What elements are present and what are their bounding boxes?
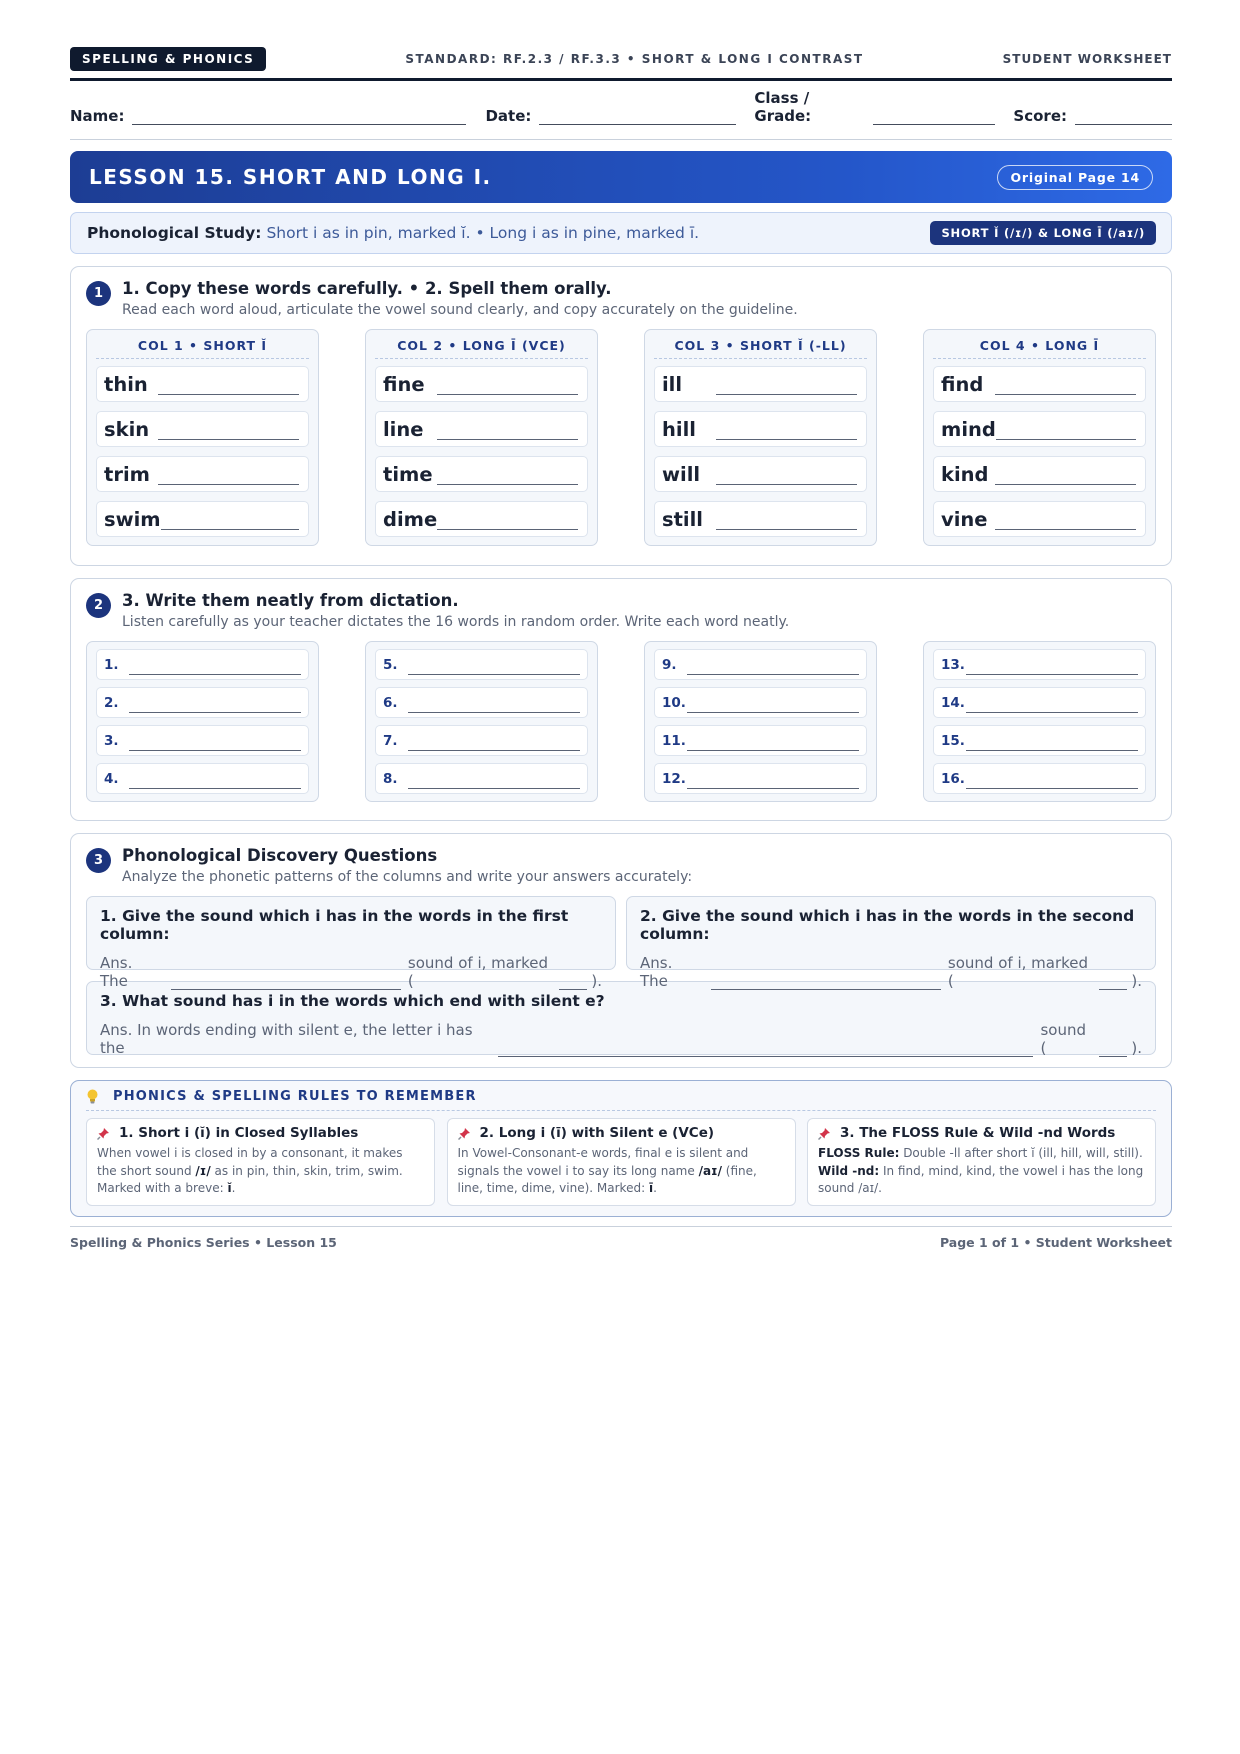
section-2-header <box>86 591 1156 630</box>
dictation-row[interactable] <box>96 649 309 680</box>
question-text: 2. Give the sound which i has in the words in the second column: <box>640 907 1135 943</box>
word: fine <box>383 372 425 396</box>
pushpin-icon <box>458 1127 471 1140</box>
copy-line[interactable] <box>437 383 578 395</box>
info-divider <box>70 139 1172 140</box>
dictation-group <box>86 641 319 802</box>
answer-line[interactable] <box>171 978 401 990</box>
dictation-row[interactable] <box>654 687 867 718</box>
brand-badge: SPELLING & PHONICS <box>70 47 266 71</box>
name-field[interactable] <box>70 107 466 125</box>
word: kind <box>941 462 989 486</box>
worksheet-page <box>70 46 1172 1250</box>
question-box <box>86 981 1156 1055</box>
section-number: 1 <box>86 281 111 306</box>
answer-close: ). <box>1131 1039 1142 1057</box>
dictation-group <box>365 641 598 802</box>
footer-left: Spelling & Phonics Series • Lesson 15 <box>70 1235 337 1250</box>
rule-title: 2. Long i (ī) with Silent e (VCe) <box>479 1125 715 1141</box>
phonological-study-label: Phonological Study: <box>87 224 262 242</box>
dictation-row[interactable] <box>96 763 309 794</box>
class-label: Class / Grade: <box>754 89 812 125</box>
mark-blank[interactable] <box>1099 1045 1127 1057</box>
ipa-badge: SHORT Ĭ (/ɪ/) & LONG Ī (/aɪ/) <box>930 221 1156 245</box>
word-row[interactable] <box>933 456 1146 492</box>
word: ill <box>662 372 683 396</box>
rule-card <box>807 1118 1156 1206</box>
dictation-number: 9. <box>662 656 677 673</box>
answer-suffix: sound ( <box>1040 1021 1087 1057</box>
answer-suffix: sound of i, marked ( <box>407 954 549 990</box>
dictation-line[interactable] <box>966 739 1138 751</box>
phonological-study-text <box>87 224 699 242</box>
dictation-group <box>644 641 877 802</box>
dictation-number: 5. <box>383 656 398 673</box>
answer-close: ). <box>1131 972 1143 990</box>
top-bar <box>70 46 1172 72</box>
standard-label: STANDARD: RF.2.3 / RF.3.3 • SHORT & LONG I CONTRAST <box>405 52 864 66</box>
word: thin <box>104 372 148 396</box>
score-field[interactable] <box>1013 107 1172 125</box>
student-info-row <box>70 89 1172 125</box>
question-box <box>86 896 616 990</box>
dictation-number: 13. <box>941 656 965 673</box>
section-subtitle: Analyze the phonetic patterns of the columns and write your answers accurately: <box>122 869 693 885</box>
dictation-row[interactable] <box>654 649 867 680</box>
section-title: Phonological Discovery Questions <box>122 846 438 865</box>
rule-text: When vowel i is closed in by a consonant, it makes the short sound /ɪ/ as in pin, thin, skin, trim, swim. Marked with a breve: ĭ. <box>97 1146 403 1195</box>
phonological-study <box>70 212 1172 254</box>
dictation-number: 12. <box>662 770 686 787</box>
answer-prefix: Ans. The <box>640 954 673 990</box>
word-row[interactable] <box>96 366 309 402</box>
dictation-number: 2. <box>104 694 119 711</box>
phonological-study-description: Short i as in pin, marked ĭ. • Long i as in pine, marked ī. <box>266 224 700 242</box>
word-row[interactable] <box>96 411 309 447</box>
word: will <box>662 462 701 486</box>
dictation-line[interactable] <box>408 663 580 675</box>
name-label: Name: <box>70 107 125 125</box>
word-row[interactable] <box>654 456 867 492</box>
word-columns <box>86 329 1156 546</box>
rule-card <box>447 1118 796 1206</box>
word: vine <box>941 507 988 531</box>
answer-close: ). <box>591 972 603 990</box>
rule-title: 3. The FLOSS Rule & Wild -nd Words <box>840 1125 1116 1141</box>
dictation-row[interactable] <box>96 687 309 718</box>
copy-line[interactable] <box>161 518 299 530</box>
rule-text: In Vowel-Consonant-e words, final e is silent and signals the vowel i to say its long name /aɪ/ (fine, line, time, dime, vine). Marked: ī. <box>457 1146 757 1195</box>
dictation-number: 15. <box>941 732 965 749</box>
dictation-row[interactable] <box>375 687 588 718</box>
rule-text: FLOSS Rule: Double -ll after short ĭ (ill, hill, will, still). Wild -nd: In find, mind, kind, the vowel i has the long sound /aɪ/. <box>818 1146 1144 1195</box>
word: skin <box>104 417 150 441</box>
word: hill <box>662 417 696 441</box>
date-field[interactable] <box>485 107 736 125</box>
mark-blank[interactable] <box>559 978 587 990</box>
dictation-group <box>923 641 1156 802</box>
word: mind <box>941 417 996 441</box>
dictation-number: 3. <box>104 732 119 749</box>
copy-line[interactable] <box>995 518 1136 530</box>
dictation-number: 6. <box>383 694 398 711</box>
dictation-groups <box>86 641 1156 802</box>
date-label: Date: <box>485 107 532 125</box>
page-footer <box>70 1226 1172 1250</box>
pushpin-icon <box>97 1127 110 1140</box>
section-copy-words <box>70 266 1172 566</box>
word: line <box>383 417 424 441</box>
original-page-badge: Original Page 14 <box>997 165 1153 190</box>
dictation-line[interactable] <box>129 701 301 713</box>
dictation-row[interactable] <box>933 649 1146 680</box>
question-text: 1. Give the sound which i has in the words in the first column: <box>100 907 569 943</box>
dictation-row[interactable] <box>933 763 1146 794</box>
lightbulb-icon <box>86 1089 99 1104</box>
dictation-row[interactable] <box>933 725 1146 756</box>
dictation-row[interactable] <box>96 725 309 756</box>
dictation-line[interactable] <box>408 701 580 713</box>
word-column <box>923 329 1156 546</box>
column-header: COL 2 • LONG Ī (VCE) <box>375 336 588 359</box>
copy-line[interactable] <box>437 518 578 530</box>
class-field[interactable] <box>754 89 995 125</box>
word-row[interactable] <box>933 411 1146 447</box>
copy-line[interactable] <box>995 383 1136 395</box>
copy-line[interactable] <box>716 518 857 530</box>
word-row[interactable] <box>375 411 588 447</box>
answer-suffix: sound of i, marked ( <box>947 954 1089 990</box>
name-line[interactable] <box>132 111 466 125</box>
doc-type-label: STUDENT WORKSHEET <box>1002 52 1172 66</box>
dictation-row[interactable] <box>375 725 588 756</box>
word-row[interactable] <box>375 456 588 492</box>
dictation-line[interactable] <box>687 739 859 751</box>
mark-blank[interactable] <box>1099 978 1127 990</box>
column-header: COL 4 • LONG Ī <box>933 336 1146 359</box>
word: find <box>941 372 984 396</box>
rule-card <box>86 1118 435 1206</box>
section-number: 3 <box>86 848 111 873</box>
question-text: 3. What sound has i in the words which end with silent e? <box>100 992 605 1010</box>
section-1-header <box>86 279 1156 318</box>
lesson-title: LESSON 15. SHORT AND LONG I. <box>89 165 492 189</box>
dictation-row[interactable] <box>654 725 867 756</box>
copy-line[interactable] <box>716 428 857 440</box>
word-row[interactable] <box>96 501 309 537</box>
word-row[interactable] <box>654 501 867 537</box>
dictation-row[interactable] <box>375 649 588 680</box>
answer-row <box>640 954 1142 990</box>
dictation-line[interactable] <box>966 701 1138 713</box>
answer-prefix: Ans. In words ending with silent e, the letter i has the <box>100 1021 473 1057</box>
copy-line[interactable] <box>996 428 1136 440</box>
copy-line[interactable] <box>716 473 857 485</box>
dictation-row[interactable] <box>933 687 1146 718</box>
word-column <box>86 329 319 546</box>
rules-cards <box>86 1118 1156 1206</box>
word: dime <box>383 507 438 531</box>
score-label: Score: <box>1013 107 1067 125</box>
word-row[interactable] <box>375 366 588 402</box>
word-row[interactable] <box>654 366 867 402</box>
section-number: 2 <box>86 593 111 618</box>
dictation-line[interactable] <box>687 663 859 675</box>
top-rule <box>70 78 1172 81</box>
copy-line[interactable] <box>158 383 299 395</box>
dictation-number: 4. <box>104 770 119 787</box>
word: trim <box>104 462 150 486</box>
copy-line[interactable] <box>995 473 1136 485</box>
dictation-line[interactable] <box>408 739 580 751</box>
dictation-number: 8. <box>383 770 398 787</box>
dictation-line[interactable] <box>687 701 859 713</box>
copy-line[interactable] <box>716 383 857 395</box>
date-line[interactable] <box>539 111 736 125</box>
word: time <box>383 462 433 486</box>
dictation-line[interactable] <box>966 777 1138 789</box>
dictation-line[interactable] <box>129 777 301 789</box>
dictation-line[interactable] <box>687 777 859 789</box>
question-box <box>626 896 1156 990</box>
rules-header <box>86 1089 1156 1111</box>
section-discovery-questions <box>70 833 1172 1068</box>
word-row[interactable] <box>654 411 867 447</box>
dictation-number: 14. <box>941 694 965 711</box>
answer-line[interactable] <box>498 1045 1033 1057</box>
answer-row <box>100 1021 1142 1057</box>
lesson-banner <box>70 151 1172 203</box>
copy-line[interactable] <box>158 428 299 440</box>
rule-title: 1. Short i (ĭ) in Closed Syllables <box>119 1125 359 1141</box>
answer-line[interactable] <box>711 978 941 990</box>
word: swim <box>104 507 161 531</box>
answer-row <box>100 954 602 990</box>
dictation-number: 11. <box>662 732 686 749</box>
pushpin-icon <box>818 1127 831 1140</box>
column-header: COL 1 • SHORT Ĭ <box>96 336 309 359</box>
copy-line[interactable] <box>437 428 578 440</box>
word-row[interactable] <box>96 456 309 492</box>
rules-box <box>70 1080 1172 1217</box>
rules-heading: PHONICS & SPELLING RULES TO REMEMBER <box>113 1089 477 1104</box>
copy-line[interactable] <box>437 473 578 485</box>
copy-line[interactable] <box>158 473 299 485</box>
word-row[interactable] <box>375 501 588 537</box>
section-subtitle: Read each word aloud, articulate the vowel sound clearly, and copy accurately on the guideline. <box>122 302 798 318</box>
footer-right: Page 1 of 1 • Student Worksheet <box>939 1235 1172 1250</box>
section-title: 1. Copy these words carefully. • 2. Spell them orally. <box>122 279 612 298</box>
dictation-line[interactable] <box>966 663 1138 675</box>
word: still <box>662 507 703 531</box>
score-line[interactable] <box>1075 111 1172 125</box>
dictation-line[interactable] <box>408 777 580 789</box>
word-column <box>365 329 598 546</box>
dictation-line[interactable] <box>129 663 301 675</box>
dictation-row[interactable] <box>654 763 867 794</box>
column-header: COL 3 • SHORT Ĭ (-LL) <box>654 336 867 359</box>
dictation-number: 7. <box>383 732 398 749</box>
questions-row <box>86 896 1156 990</box>
section-dictation <box>70 578 1172 821</box>
dictation-number: 1. <box>104 656 119 673</box>
class-line[interactable] <box>873 111 995 125</box>
word-row[interactable] <box>933 501 1146 537</box>
dictation-number: 10. <box>662 694 686 711</box>
word-column <box>644 329 877 546</box>
dictation-row[interactable] <box>375 763 588 794</box>
section-3-header <box>86 846 1156 885</box>
section-title: 3. Write them neatly from dictation. <box>122 591 459 610</box>
section-subtitle: Listen carefully as your teacher dictates the 16 words in random order. Write each word neatly. <box>122 614 790 630</box>
dictation-number: 16. <box>941 770 965 787</box>
answer-prefix: Ans. The <box>100 954 133 990</box>
word-row[interactable] <box>933 366 1146 402</box>
dictation-line[interactable] <box>129 739 301 751</box>
